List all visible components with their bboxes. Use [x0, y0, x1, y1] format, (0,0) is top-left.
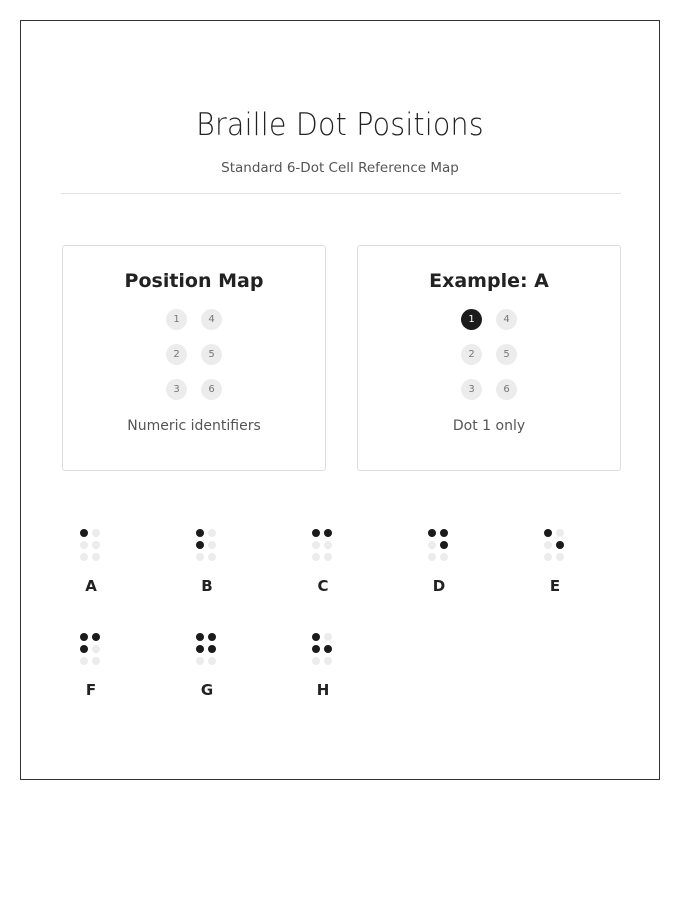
dot-5: [556, 541, 564, 549]
position-map-card: [62, 245, 326, 471]
dot-5: 5: [496, 344, 517, 365]
card-caption: Dot 1 only: [452, 418, 526, 434]
dot-3: [312, 553, 320, 561]
dot-4: 4: [201, 309, 222, 330]
dot-6: 6: [201, 379, 222, 400]
dot-1: 1: [166, 309, 187, 330]
dot-6: [92, 553, 100, 561]
dot-4: 4: [496, 309, 517, 330]
reference-sheet: [20, 20, 660, 780]
dot-5: [324, 541, 332, 549]
letter-label: D: [432, 577, 446, 595]
dot-5: [92, 541, 100, 549]
card-title: Position Map: [124, 270, 264, 292]
braille-mini-cell: [196, 529, 218, 563]
dot-1: [80, 529, 88, 537]
braille-mini-cell: [428, 529, 450, 563]
dot-1: [312, 633, 320, 641]
dot-2: [196, 645, 204, 653]
dot-5: [208, 645, 216, 653]
card-title: Example: A: [429, 270, 549, 292]
dot-6: 6: [496, 379, 517, 400]
letter-label: A: [85, 577, 97, 595]
braille-mini-cell: [312, 529, 334, 563]
braille-mini-cell: [312, 633, 334, 667]
braille-letter-h: [293, 633, 353, 713]
braille-letter-b: [177, 529, 237, 609]
dot-3: [196, 553, 204, 561]
letter-label: G: [200, 681, 214, 699]
dot-3: [80, 553, 88, 561]
dot-6: [92, 657, 100, 665]
dot-1: [428, 529, 436, 537]
dot-4: [208, 529, 216, 537]
dot-2: [80, 645, 88, 653]
dot-1: [196, 529, 204, 537]
dot-1: [312, 529, 320, 537]
dot-2: 2: [166, 344, 187, 365]
dot-5: [92, 645, 100, 653]
dot-4: [208, 633, 216, 641]
braille-mini-cell: [196, 633, 218, 667]
braille-mini-cell: [80, 529, 102, 563]
dot-2: 2: [461, 344, 482, 365]
dot-4: [324, 529, 332, 537]
dot-2: [428, 541, 436, 549]
page-subtitle: Standard 6-Dot Cell Reference Map: [221, 160, 459, 176]
braille-letter-d: [409, 529, 469, 609]
letter-label: B: [201, 577, 213, 595]
dot-4: [440, 529, 448, 537]
dot-4: [556, 529, 564, 537]
dot-1: 1: [461, 309, 482, 330]
dot-5: [440, 541, 448, 549]
letter-label: H: [316, 681, 330, 699]
dot-1: [80, 633, 88, 641]
dot-5: [208, 541, 216, 549]
dot-2: [196, 541, 204, 549]
dot-6: [208, 657, 216, 665]
dot-6: [440, 553, 448, 561]
dot-6: [556, 553, 564, 561]
dot-6: [324, 657, 332, 665]
braille-letter-f: [61, 633, 121, 713]
dot-3: [428, 553, 436, 561]
dot-1: [196, 633, 204, 641]
dot-6: [324, 553, 332, 561]
page-title: Braille Dot Positions: [196, 107, 484, 143]
dot-3: [80, 657, 88, 665]
dot-3: 3: [461, 379, 482, 400]
header-divider: [61, 193, 621, 194]
braille-letter-a: [61, 529, 121, 609]
braille-letter-e: [525, 529, 585, 609]
dot-3: 3: [166, 379, 187, 400]
dot-2: [312, 541, 320, 549]
card-caption: Numeric identifiers: [127, 418, 261, 434]
letter-label: E: [549, 577, 561, 595]
dot-2: [544, 541, 552, 549]
letter-label: C: [317, 577, 329, 595]
braille-mini-cell: [544, 529, 566, 563]
dot-4: [92, 633, 100, 641]
dot-6: [208, 553, 216, 561]
dot-3: [312, 657, 320, 665]
dot-3: [196, 657, 204, 665]
braille-mini-cell: [80, 633, 102, 667]
braille-letter-g: [177, 633, 237, 713]
braille-letter-c: [293, 529, 353, 609]
dot-2: [312, 645, 320, 653]
dot-3: [544, 553, 552, 561]
dot-5: [324, 645, 332, 653]
letter-label: F: [85, 681, 97, 699]
dot-2: [80, 541, 88, 549]
dot-4: [92, 529, 100, 537]
example-a-card: [357, 245, 621, 471]
dot-5: 5: [201, 344, 222, 365]
dot-1: [544, 529, 552, 537]
dot-4: [324, 633, 332, 641]
